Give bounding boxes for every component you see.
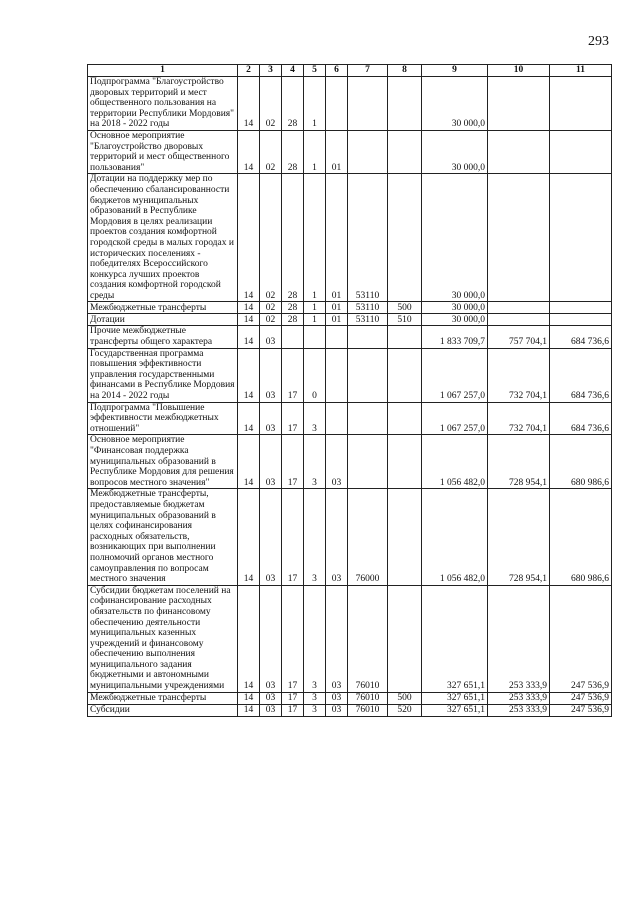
cell-amount-1: 30 000,0 <box>422 130 488 173</box>
cell-expense-type: 510 <box>388 314 422 326</box>
table-row <box>88 77 612 131</box>
cell-subprogram: 3 <box>304 489 326 585</box>
cell-direction <box>348 77 388 131</box>
cell-direction <box>348 348 388 402</box>
cell-chapter: 14 <box>238 130 260 173</box>
cell-activity: 03 <box>326 704 348 716</box>
cell-section: 02 <box>260 174 282 302</box>
cell-direction: 76010 <box>348 692 388 704</box>
cell-amount-2 <box>488 77 550 131</box>
cell-activity: 03 <box>326 585 348 692</box>
cell-amount-1: 1 067 257,0 <box>422 402 488 435</box>
cell-program: 28 <box>282 314 304 326</box>
cell-amount-1: 1 056 482,0 <box>422 489 488 585</box>
cell-amount-1: 327 651,1 <box>422 692 488 704</box>
cell-expense-type <box>388 585 422 692</box>
cell-expense-type <box>388 348 422 402</box>
cell-subprogram: 3 <box>304 585 326 692</box>
cell-amount-1: 1 067 257,0 <box>422 348 488 402</box>
cell-program: 28 <box>282 174 304 302</box>
cell-section: 03 <box>260 326 282 348</box>
table-row <box>88 302 612 314</box>
table-row <box>88 692 612 704</box>
cell-amount-2: 253 333,9 <box>488 692 550 704</box>
header-cell: 7 <box>348 65 388 77</box>
cell-amount-2: 253 333,9 <box>488 704 550 716</box>
table-row <box>88 585 612 692</box>
cell-chapter: 14 <box>238 77 260 131</box>
cell-direction <box>348 326 388 348</box>
header-cell: 8 <box>388 65 422 77</box>
cell-chapter: 14 <box>238 435 260 489</box>
cell-amount-3 <box>550 174 612 302</box>
cell-activity: 01 <box>326 302 348 314</box>
cell-amount-2: 728 954,1 <box>488 435 550 489</box>
cell-expense-type <box>388 130 422 173</box>
cell-program: 28 <box>282 302 304 314</box>
row-name: Основное мероприятие "Финансовая поддержка муниципальных образований в Республике Мордовия для решения вопросов местного значения" <box>88 435 238 489</box>
cell-expense-type: 500 <box>388 692 422 704</box>
cell-amount-2: 732 704,1 <box>488 402 550 435</box>
cell-subprogram: 1 <box>304 302 326 314</box>
cell-program <box>282 326 304 348</box>
header-cell: 9 <box>422 65 488 77</box>
cell-activity: 03 <box>326 692 348 704</box>
header-cell: 10 <box>488 65 550 77</box>
cell-expense-type <box>388 174 422 302</box>
table-row <box>88 314 612 326</box>
cell-section: 03 <box>260 489 282 585</box>
cell-direction: 76000 <box>348 489 388 585</box>
table-row <box>88 435 612 489</box>
cell-direction: 76010 <box>348 704 388 716</box>
cell-section: 03 <box>260 585 282 692</box>
cell-activity <box>326 402 348 435</box>
row-name: Дотации на поддержку мер по обеспечению сбалансированности бюджетов муниципальных образований в Республике Мордовия в целях реализации проектов создания комфортной городской среды в малых городах и исторических поселениях - победителях Всероссийского конкурса лучших проектов создания комфортной городской среды <box>88 174 238 302</box>
cell-chapter: 14 <box>238 302 260 314</box>
cell-chapter: 14 <box>238 348 260 402</box>
cell-program: 17 <box>282 692 304 704</box>
cell-subprogram: 0 <box>304 348 326 402</box>
cell-chapter: 14 <box>238 174 260 302</box>
table-row <box>88 174 612 302</box>
table-row <box>88 489 612 585</box>
cell-amount-1: 30 000,0 <box>422 77 488 131</box>
cell-expense-type <box>388 77 422 131</box>
cell-direction: 53110 <box>348 174 388 302</box>
cell-chapter: 14 <box>238 314 260 326</box>
cell-activity: 01 <box>326 130 348 173</box>
cell-chapter: 14 <box>238 402 260 435</box>
cell-section: 02 <box>260 77 282 131</box>
cell-amount-3: 684 736,6 <box>550 402 612 435</box>
row-name: Межбюджетные трансферты <box>88 692 238 704</box>
cell-subprogram: 3 <box>304 692 326 704</box>
cell-amount-2 <box>488 314 550 326</box>
cell-chapter: 14 <box>238 585 260 692</box>
header-cell: 4 <box>282 65 304 77</box>
cell-amount-3: 680 986,6 <box>550 489 612 585</box>
cell-program: 17 <box>282 435 304 489</box>
cell-direction <box>348 435 388 489</box>
cell-activity <box>326 348 348 402</box>
cell-amount-2 <box>488 302 550 314</box>
cell-direction: 53110 <box>348 314 388 326</box>
cell-amount-1: 30 000,0 <box>422 174 488 302</box>
cell-section: 03 <box>260 402 282 435</box>
row-name: Субсидии бюджетам поселений на софинансирование расходных обязательств по финансовому обеспечению деятельности муниципальных казенных учреждений и финансовому обеспечению выполнения муниципального задания бюджетными и автономными муниципальными учреждениями <box>88 585 238 692</box>
cell-amount-3: 684 736,6 <box>550 326 612 348</box>
header-cell: 3 <box>260 65 282 77</box>
cell-amount-3 <box>550 130 612 173</box>
row-name: Дотации <box>88 314 238 326</box>
row-name: Государственная программа повышения эффективности управления государственными финансами в Республике Мордовия на 2014 - 2022 годы <box>88 348 238 402</box>
cell-program: 28 <box>282 130 304 173</box>
header-cell: 11 <box>550 65 612 77</box>
cell-subprogram: 3 <box>304 704 326 716</box>
cell-expense-type: 500 <box>388 302 422 314</box>
cell-program: 17 <box>282 704 304 716</box>
header-cell: 5 <box>304 65 326 77</box>
cell-amount-1: 327 651,1 <box>422 585 488 692</box>
cell-section: 03 <box>260 704 282 716</box>
cell-amount-3: 680 986,6 <box>550 435 612 489</box>
row-name: Межбюджетные трансферты, предоставляемые бюджетам муниципальных образований в целях софинансирования расходных обязательств, возникающих при выполнении полномочий органов местного самоуправления по вопросам местного значения <box>88 489 238 585</box>
cell-amount-1: 30 000,0 <box>422 302 488 314</box>
cell-program: 17 <box>282 348 304 402</box>
cell-amount-3: 247 536,9 <box>550 704 612 716</box>
cell-direction <box>348 130 388 173</box>
cell-amount-1: 327 651,1 <box>422 704 488 716</box>
table-row <box>88 130 612 173</box>
cell-subprogram: 1 <box>304 174 326 302</box>
cell-amount-1: 30 000,0 <box>422 314 488 326</box>
cell-activity <box>326 326 348 348</box>
page-number: 293 <box>588 34 609 49</box>
cell-section: 02 <box>260 302 282 314</box>
cell-program: 17 <box>282 585 304 692</box>
cell-expense-type <box>388 435 422 489</box>
cell-program: 17 <box>282 402 304 435</box>
row-name: Подпрограмма "Повышение эффективности межбюджетных отношений" <box>88 402 238 435</box>
cell-activity <box>326 77 348 131</box>
cell-amount-1: 1 833 709,7 <box>422 326 488 348</box>
header-cell: 6 <box>326 65 348 77</box>
cell-section: 02 <box>260 130 282 173</box>
cell-amount-3: 247 536,9 <box>550 585 612 692</box>
header-cell: 2 <box>238 65 260 77</box>
cell-amount-2: 728 954,1 <box>488 489 550 585</box>
cell-expense-type <box>388 489 422 585</box>
header-cell: 1 <box>88 65 238 77</box>
cell-activity: 01 <box>326 314 348 326</box>
cell-direction <box>348 402 388 435</box>
cell-amount-2: 253 333,9 <box>488 585 550 692</box>
row-name: Межбюджетные трансферты <box>88 302 238 314</box>
cell-section: 03 <box>260 435 282 489</box>
table-row <box>88 348 612 402</box>
cell-amount-2: 757 704,1 <box>488 326 550 348</box>
cell-expense-type <box>388 326 422 348</box>
cell-activity: 01 <box>326 174 348 302</box>
cell-subprogram: 3 <box>304 402 326 435</box>
cell-amount-2 <box>488 174 550 302</box>
cell-amount-2 <box>488 130 550 173</box>
row-name: Подпрограмма "Благоустройство дворовых территорий и мест общественного пользования на территории Республики Мордовия" на 2018 - 2022 годы <box>88 77 238 131</box>
table-row <box>88 704 612 716</box>
cell-amount-3: 247 536,9 <box>550 692 612 704</box>
cell-chapter: 14 <box>238 692 260 704</box>
header-row <box>88 65 612 77</box>
cell-expense-type: 520 <box>388 704 422 716</box>
cell-direction: 53110 <box>348 302 388 314</box>
cell-activity: 03 <box>326 435 348 489</box>
cell-subprogram: 1 <box>304 130 326 173</box>
cell-chapter: 14 <box>238 489 260 585</box>
budget-table <box>87 64 612 717</box>
table-row <box>88 402 612 435</box>
cell-program: 28 <box>282 77 304 131</box>
cell-section: 03 <box>260 348 282 402</box>
cell-activity: 03 <box>326 489 348 585</box>
cell-subprogram: 1 <box>304 314 326 326</box>
table-row <box>88 326 612 348</box>
cell-amount-3: 684 736,6 <box>550 348 612 402</box>
cell-chapter: 14 <box>238 326 260 348</box>
cell-section: 02 <box>260 314 282 326</box>
row-name: Основное мероприятие "Благоустройство дворовых территорий и мест общественного пользования" <box>88 130 238 173</box>
row-name: Субсидии <box>88 704 238 716</box>
cell-subprogram: 1 <box>304 77 326 131</box>
cell-subprogram: 3 <box>304 435 326 489</box>
cell-amount-3 <box>550 302 612 314</box>
cell-amount-1: 1 056 482,0 <box>422 435 488 489</box>
row-name: Прочие межбюджетные трансферты общего характера <box>88 326 238 348</box>
cell-subprogram <box>304 326 326 348</box>
cell-section: 03 <box>260 692 282 704</box>
cell-expense-type <box>388 402 422 435</box>
cell-amount-3 <box>550 314 612 326</box>
cell-amount-2: 732 704,1 <box>488 348 550 402</box>
cell-amount-3 <box>550 77 612 131</box>
cell-direction: 76010 <box>348 585 388 692</box>
cell-program: 17 <box>282 489 304 585</box>
cell-chapter: 14 <box>238 704 260 716</box>
